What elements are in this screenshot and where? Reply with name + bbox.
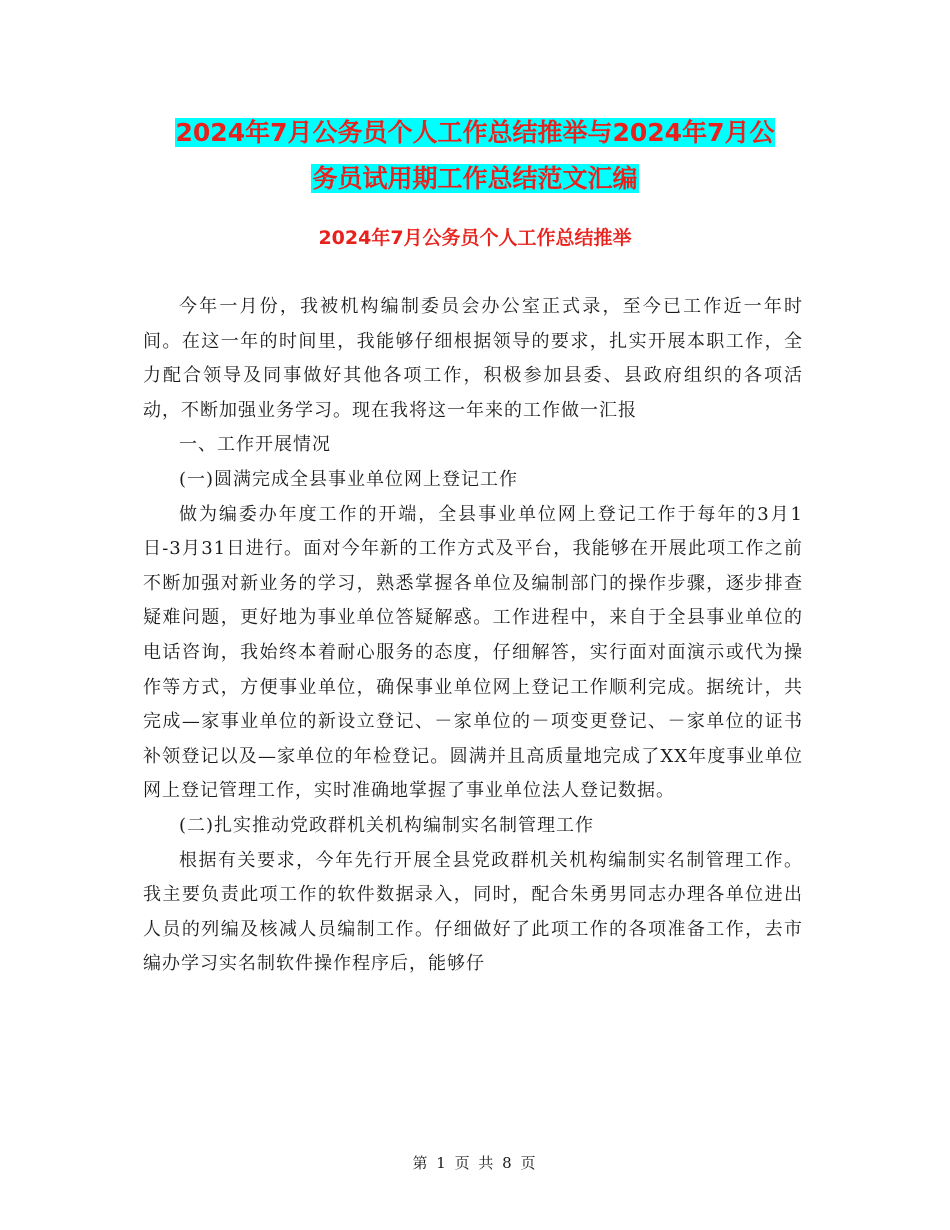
paragraph: 做为编委办年度工作的开端，全县事业单位网上登记工作于每年的3月1日-3月31日进行。面对今年新的工作方式及平台，我能够在开展此项工作之前不断加强对新业务的学习，熟悉掌握各单位及编制部门的操作步骤，逐步排查疑难问题，更好地为事业单位答疑解惑。工作进程中，来自于全县事业单位的电话咨询，我始终本着耐心服务的态度，仔细解答，实行面对面演示或代为操作等方式，方便事业单位，确保事业单位网上登记工作顺利完成。据统计，共完成—家事业单位的新设立登记、－家单位的－项变更登记、－家单位的证书补领登记以及—家单位的年检登记。圆满并且高质量地完成了XX年度事业单位网上登记管理工作，实时准确地掌握了事业单位法人登记数据。	[143, 503, 803, 802]
document-body	[143, 290, 803, 982]
subsection-heading: (一)圆满完成全县事业单位网上登记工作	[179, 468, 519, 490]
subsection-heading: (二)扎实推动党政群机关机构编制实名制管理工作	[179, 814, 595, 836]
paragraph: 根据有关要求，今年先行开展全县党政群机关机构编制实名制管理工作。我主要负责此项工作的软件数据录入，同时，配合朱勇男同志办理各单位进出人员的列编及核减人员编制工作。仔细做好了此项工作的各项准备工作，去市编办学习实名制软件操作程序后，能够仔	[143, 849, 803, 975]
paragraph: 今年一月份，我被机构编制委员会办公室正式录，至今已工作近一年时间。在这一年的时间里，我能够仔细根据领导的要求，扎实开展本职工作，全力配合领导及同事做好其他各项工作，积极参加县委、县政府组织的各项活动，不断加强业务学习。现在我将这一年来的工作做一汇报	[143, 296, 803, 421]
section-title: 2024年7月公务员个人工作总结推举	[318, 227, 632, 249]
document-title	[140, 110, 810, 202]
page-footer: 第 1 页 共 8 页	[412, 1154, 538, 1172]
section-heading: 一、工作开展情况	[179, 434, 331, 456]
title-line-1: 2024年7月公务员个人工作总结推举与2024年7月公	[175, 118, 775, 147]
title-line-2: 务员试用期工作总结范文汇编	[312, 164, 638, 193]
